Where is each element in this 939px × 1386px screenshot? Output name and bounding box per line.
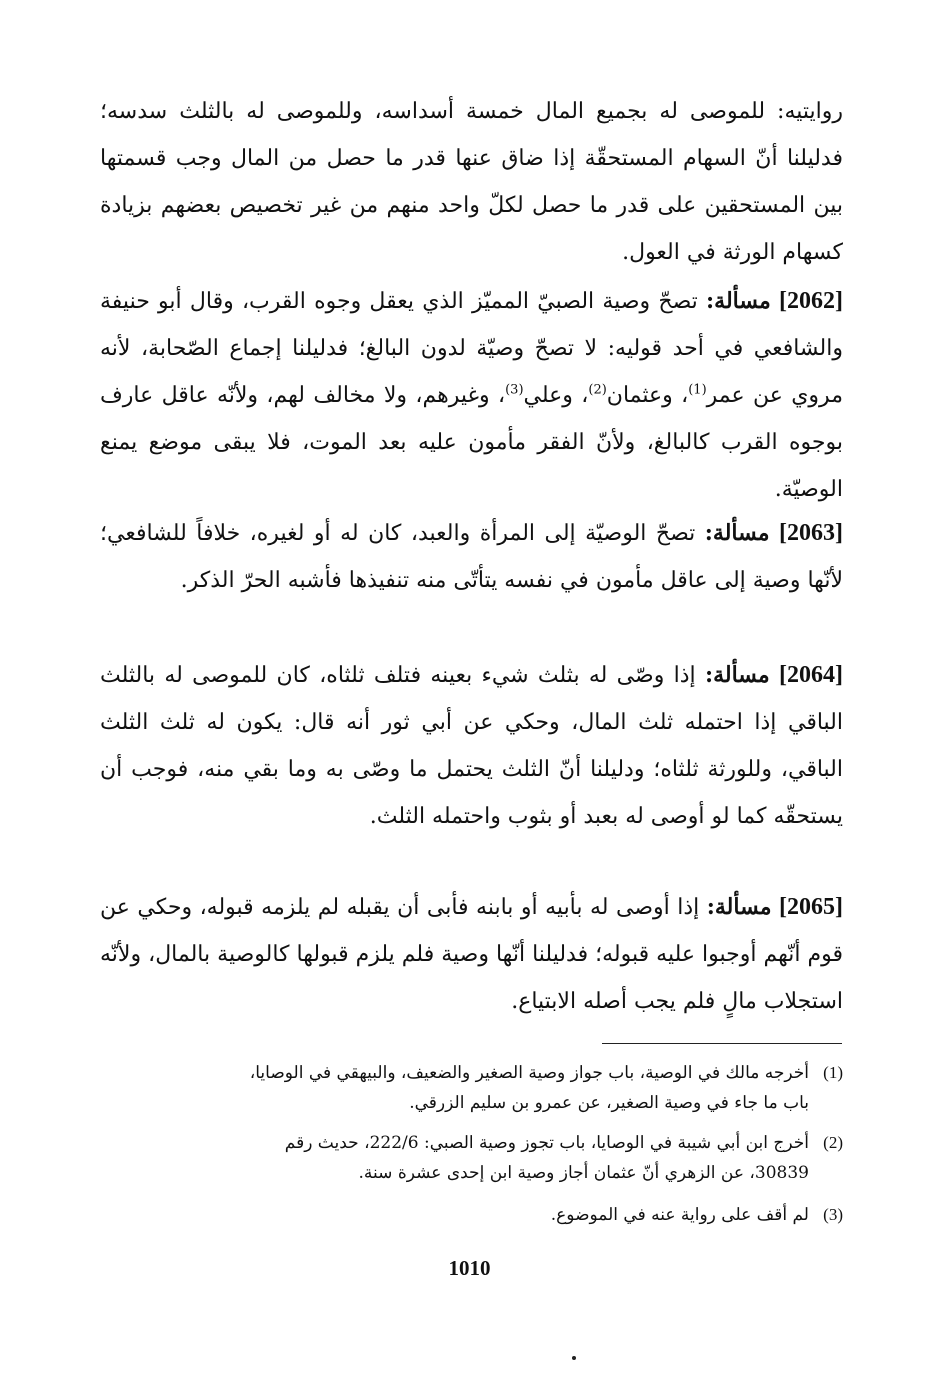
- issue-text: إذا أوصى له بأبيه أو بابنه فأبى أن يقبله لم يلزمه قبوله، وحكي عن قوم أنّهم أوجبوا عليه قبوله؛ فدليلنا أنّها وصية فلم يلزم قبولها كالوصية بالمال، ولأنّه استجلاب مالٍ فلم يجب أصله الابتياع.: [100, 895, 843, 1014]
- footnote-number: (3): [823, 1205, 843, 1224]
- footnote-text: باب ما جاء في وصية الصغير، عن عمرو بن سليم الزرقي.: [409, 1093, 809, 1113]
- issue-heading: مسألة:: [706, 894, 772, 920]
- scan-speck: [572, 1356, 576, 1360]
- issue-text: إذا وصّى له بثلث شيء بعينه فتلف ثلثاه، كان للموصى له بالثلث الباقي إذا احتمله ثلث المال، وحكي عن أبي ثور أنه قال: يكون له ثلث الثلث الباقي، وللورثة ثلثاه؛ ودليلنا أنّ الثلث يحتمل ما وصّى به وما بقي منه، فوجب أن يستحقّه كما لو أوصى له بعبد أو بثوب واحتمله الثلث.: [100, 663, 843, 829]
- footnote-number: (2): [823, 1133, 843, 1152]
- footnote-text: لم أقف على رواية عنه في الموضوع.: [550, 1205, 809, 1225]
- issue-text: ، وعثمان: [606, 383, 689, 408]
- intro-paragraph: روايتيه: للموصى له بجميع المال خمسة أسداسه، وللموصى له بالثلث سدسه؛ فدليلنا أنّ السهام المستحقّة إذا ضاق عنها قدر ما حصل من المال وجب قسمتها بين المستحقين على قدر ما حصل لكلّ واحد منهم من غير تخصيص بعضهم بزيادة كسهام الورثة في العول.: [100, 99, 844, 265]
- issue-text: تصحّ الوصيّة إلى المرأة والعبد، كان له أو لغيره، خلافاً للشافعي؛ لأنّها وصية إلى عاقل مأمون في نفسه يتأتّى منه تنفيذها فأشبه الحرّ الذكر.: [100, 521, 843, 593]
- issue-2062: [100, 278, 843, 513]
- issue-heading: مسألة:: [706, 288, 771, 314]
- footnote-3: [93, 1200, 843, 1230]
- issue-2065: [100, 884, 843, 1025]
- issue-number: [2062]: [779, 288, 844, 314]
- issue-number: [2063]: [779, 520, 843, 546]
- footnote-separator: [602, 1043, 842, 1044]
- footnote-ref-2[interactable]: (2): [588, 382, 607, 398]
- footnote-1: [93, 1058, 843, 1118]
- issue-number: [2064]: [779, 662, 844, 688]
- issue-text: تصحّ وصية الصبيّ المميّز الذي يعقل وجوه القرب، وقال أبو حنيفة والشافعي في أحد قوليه: لا تصحّ وصيّة لدون البالغ؛ فدليلنا إجماع الصّحابة، لأنه مروي عن عمر: [100, 289, 843, 408]
- footnote-2: [93, 1128, 843, 1188]
- issue-2064: [100, 652, 843, 840]
- issue-text: ، وغيرهم، ولا مخالف لهم، ولأنّه عاقل عارف بوجوه القرب كالبالغ، ولأنّ الفقر مأمون عليه بعد الموت، فلا يبقى موضع يمنع الوصيّة.: [100, 383, 843, 502]
- footnote-text: 30839، عن الزهري أنّ عثمان أجاز وصية ابن إحدى عشرة سنة.: [358, 1163, 809, 1183]
- footnote-ref-1[interactable]: (1): [688, 382, 707, 398]
- issue-heading: مسألة:: [704, 662, 770, 688]
- footnote-number: (1): [823, 1063, 843, 1082]
- issue-text: ، وعلي: [523, 383, 589, 408]
- issue-heading: مسألة:: [704, 520, 770, 546]
- issue-number: [2065]: [779, 894, 843, 920]
- page-number: 1010: [448, 1256, 491, 1280]
- footnote-ref-3[interactable]: (3): [505, 382, 524, 398]
- footnote-text: أخرجه مالك في الوصية، باب جواز وصية الصغير والضعيف، والبيهقي في الوصايا،: [249, 1063, 809, 1083]
- footnote-text: أخرج ابن أبي شيبة في الوصايا، باب تجوز وصية الصبي: 222/6، حديث رقم: [284, 1133, 809, 1153]
- issue-2063: [100, 510, 843, 604]
